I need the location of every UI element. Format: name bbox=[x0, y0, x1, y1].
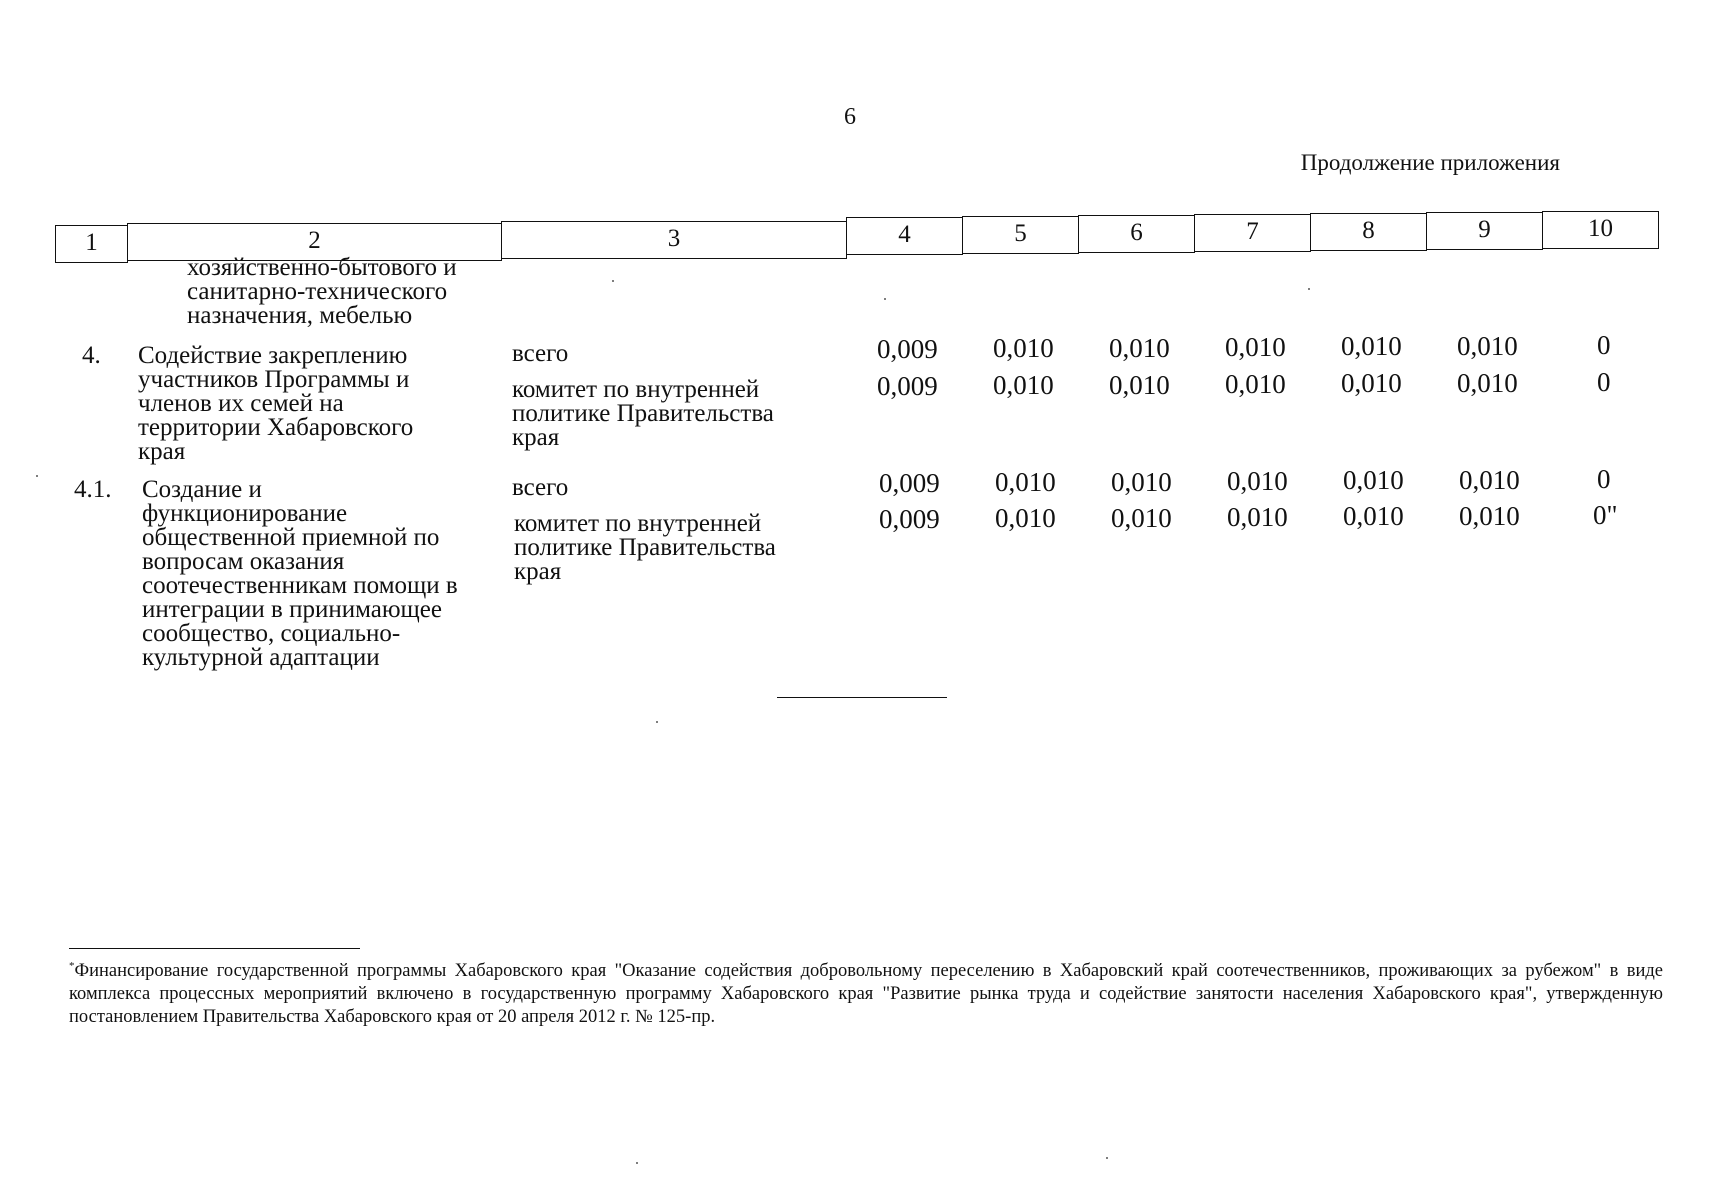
executor-line: комитет по внутренней bbox=[512, 376, 760, 403]
value-cell: 0,010 bbox=[1459, 465, 1520, 495]
scan-speck bbox=[884, 298, 886, 300]
scan-speck bbox=[656, 721, 658, 723]
carryover-line: санитарно-технического bbox=[187, 278, 448, 305]
executor-line: края bbox=[512, 424, 560, 451]
scan-speck bbox=[1308, 288, 1310, 290]
page-number: 6 bbox=[844, 104, 856, 130]
value-cell: 0,010 bbox=[1111, 503, 1172, 533]
row-name-line: Создание и bbox=[142, 476, 262, 503]
scan-speck bbox=[36, 475, 38, 477]
executor-total: всего bbox=[512, 340, 569, 367]
executor-line: политике Правительства bbox=[512, 400, 774, 427]
row-number: 4.1. bbox=[74, 476, 112, 503]
row-name-line: участников Программы и bbox=[138, 366, 410, 393]
value-cell: 0,010 bbox=[993, 333, 1054, 363]
value-cell: 0,009 bbox=[877, 371, 938, 401]
value-cell: 0,010 bbox=[1111, 467, 1172, 497]
header-col-10: 10 bbox=[1542, 211, 1659, 249]
value-cell: 0,010 bbox=[1457, 331, 1518, 361]
row-name-line: членов их семей на bbox=[138, 390, 344, 417]
table-header-row bbox=[55, 211, 1665, 256]
row-name bbox=[138, 344, 468, 464]
value-cell: 0,010 bbox=[995, 503, 1056, 533]
value-cell: 0 bbox=[1597, 367, 1611, 397]
value-cell: 0,009 bbox=[877, 334, 938, 364]
value-cell: 0,010 bbox=[1109, 370, 1170, 400]
row-name-line: соотечественникам помощи в bbox=[142, 572, 458, 599]
value-cell: 0,010 bbox=[1227, 466, 1288, 496]
row-number: 4. bbox=[82, 342, 101, 369]
value-cell: 0 bbox=[1597, 464, 1611, 494]
header-col-7: 7 bbox=[1194, 214, 1311, 252]
executor-committee bbox=[512, 378, 842, 450]
value-cell: 0 bbox=[1597, 330, 1611, 360]
header-col-6: 6 bbox=[1078, 215, 1195, 253]
footnote bbox=[69, 955, 1663, 1029]
header-col-1: 1 bbox=[55, 225, 128, 263]
row-name bbox=[142, 478, 497, 670]
value-cell: 0" bbox=[1593, 500, 1618, 530]
value-cell: 0,010 bbox=[1341, 331, 1402, 361]
header-col-3: 3 bbox=[501, 221, 847, 259]
row-name-line: сообщество, социально- bbox=[142, 620, 401, 647]
header-col-2: 2 bbox=[127, 223, 502, 261]
row-name-line: Содействие закреплению bbox=[138, 342, 408, 369]
executor-committee bbox=[514, 512, 844, 584]
executor-line: комитет по внутренней bbox=[514, 510, 762, 537]
scan-speck bbox=[612, 280, 614, 282]
value-cell: 0,010 bbox=[1227, 502, 1288, 532]
row-name-line: культурной адаптации bbox=[142, 644, 380, 671]
footnote-text: Финансирование государственной программы Хабаровского края "Оказание содействия добровольному переселению в Хабаровский край соотечественников, проживающих за рубежом" в виде комплекса процессных мероприятий включено в государственную программу Хабаровского края "Развитие рынка труда и содействие занятости населения Хабаровского края", утвержденную постановлением Правительства Хабаровского края от 20 апреля 2012 г. № 125-пр. bbox=[69, 961, 1663, 1028]
row-name-line: интеграции в принимающее bbox=[142, 596, 442, 623]
executor-line: политике Правительства bbox=[514, 534, 776, 561]
row-name-line: общественной приемной по bbox=[142, 524, 440, 551]
carryover-line: хозяйственно-бытового и bbox=[187, 254, 457, 281]
row-name-line: территории Хабаровского bbox=[138, 414, 414, 441]
header-col-4: 4 bbox=[846, 217, 963, 255]
row-name-line: функционирование bbox=[142, 500, 348, 527]
executor-line: края bbox=[514, 558, 562, 585]
carryover-text bbox=[187, 256, 507, 328]
footnote-marker: * bbox=[69, 960, 75, 972]
row-name-line: вопросам оказания bbox=[142, 548, 345, 575]
header-col-5: 5 bbox=[962, 216, 1079, 254]
footnote-divider bbox=[69, 948, 360, 949]
value-cell: 0,010 bbox=[1459, 501, 1520, 531]
value-cell: 0,010 bbox=[1225, 332, 1286, 362]
carryover-line: назначения, мебелью bbox=[187, 302, 413, 329]
scan-speck bbox=[1106, 1157, 1108, 1159]
value-cell: 0,009 bbox=[879, 504, 940, 534]
scan-speck bbox=[636, 1162, 638, 1164]
value-cell: 0,010 bbox=[1343, 465, 1404, 495]
row-name-line: края bbox=[138, 438, 186, 465]
value-cell: 0,010 bbox=[1457, 368, 1518, 398]
value-cell: 0,010 bbox=[1109, 333, 1170, 363]
executor-total: всего bbox=[512, 474, 569, 501]
value-cell: 0,010 bbox=[1343, 501, 1404, 531]
value-cell: 0,010 bbox=[1341, 368, 1402, 398]
header-col-9: 9 bbox=[1426, 212, 1543, 250]
table-end-divider bbox=[777, 697, 947, 698]
continuation-label: Продолжение приложения bbox=[1300, 150, 1560, 175]
header-col-8: 8 bbox=[1310, 213, 1427, 251]
value-cell: 0,010 bbox=[995, 467, 1056, 497]
value-cell: 0,010 bbox=[993, 370, 1054, 400]
value-cell: 0,009 bbox=[879, 468, 940, 498]
value-cell: 0,010 bbox=[1225, 369, 1286, 399]
